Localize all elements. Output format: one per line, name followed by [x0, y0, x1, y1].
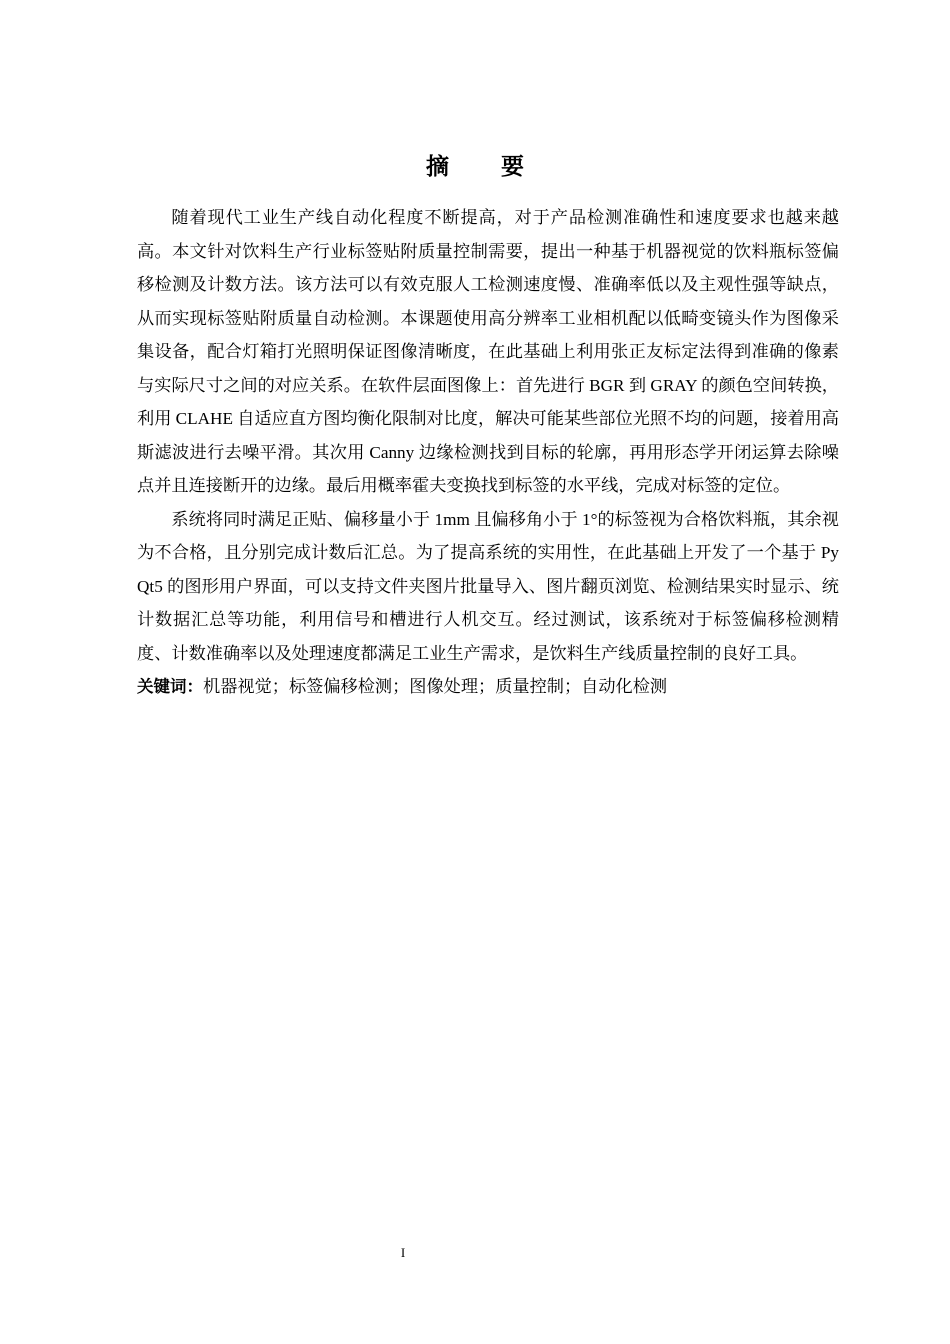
abstract-paragraph-1: 随着现代工业生产线自动化程度不断提高，对于产品检测准确性和速度要求也越来越高。本文针对饮料生产行业标签贴附质量控制需要，提出一种基于机器视觉的饮料瓶标签偏移检测及计数方法。该方法可以有效克服人工检测速度慢、准确率低以及主观性强等缺点，从而实现标签贴附质量自动检测。本课题使用高分辨率工业相机配以低畸变镜头作为图像采集设备，配合灯箱打光照明保证图像清晰度，在此基础上利用张正友标定法得到准确的像素与实际尺寸之间的对应关系。在软件层面图像上：首先进行 BGR 到 GRAY 的颜色空间转换，利用 CLAHE 自适应直方图均衡化限制对比度，解决可能某些部位光照不均的问题，接着用高斯滤波进行去噪平滑。其次用 Canny 边缘检测找到目标的轮廓，再用形态学开闭运算去除噪点并且连接断开的边缘。最后用概率霍夫变换找到标签的水平线，完成对标签的定位。	[137, 208, 839, 495]
page-number: I	[400, 1245, 406, 1260]
abstract-title: 摘 要	[425, 154, 546, 180]
keywords-list: 机器视觉；标签偏移检测；图像处理；质量控制；自动化检测	[203, 677, 668, 696]
abstract-paragraph-2: 系统将同时满足正贴、偏移量小于 1mm 且偏移角小于 1°的标签视为合格饮料瓶，其余视为不合格，且分别完成计数后汇总。为了提高系统的实用性，在此基础上开发了一个基于 PyQt5 的图形用户界面，可以支持文件夹图片批量导入、图片翻页浏览、检测结果实时显示、统计数据汇总等功能，利用信号和槽进行人机交互。经过测试，该系统对于标签偏移检测精度、计数准确率以及处理速度都满足工业生产需求，是饮料生产线质量控制的良好工具。	[137, 509, 839, 663]
abstract-body	[137, 201, 839, 704]
keywords-label: 关键词：	[137, 677, 203, 696]
keywords-line	[137, 670, 839, 704]
